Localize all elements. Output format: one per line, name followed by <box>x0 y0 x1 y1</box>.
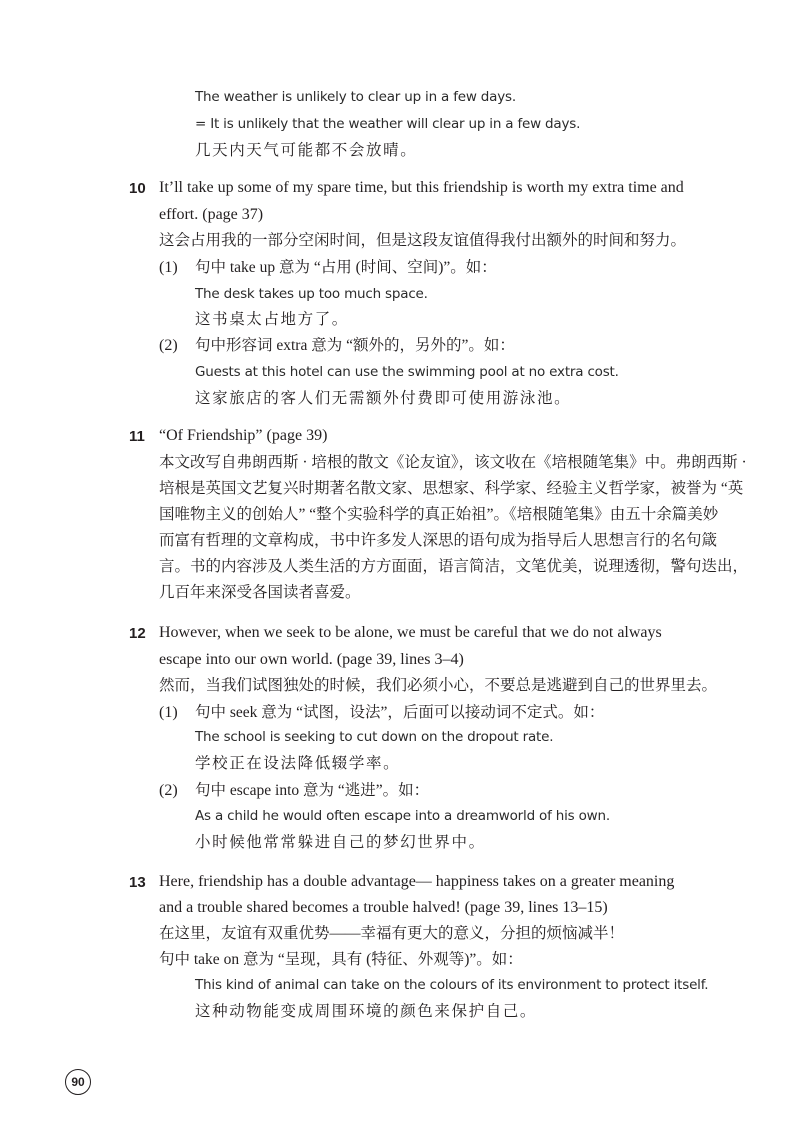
item-translation-zh: 然而，当我们试图独处的时候，我们必须小心，不要总是逃避到自己的世界里去。 <box>159 677 718 694</box>
example-sentence-zh: 小时候他常常躲进自己的梦幻世界中。 <box>195 834 486 851</box>
sub-label: (1) <box>159 704 178 721</box>
item-number: 10 <box>129 180 146 197</box>
sub-note: 句中 escape into 意为 “逃进”。如： <box>195 782 430 799</box>
item-paragraph-line: 本文改写自弗朗西斯 · 培根的散文《论友谊》，该文收在《培根随笔集》中。弗朗西斯 · <box>159 454 747 471</box>
item-paragraph-line: 培根是英国文艺复兴时期著名散文家、思想家、科学家、经验主义哲学家，被誉为 “英 <box>159 480 744 497</box>
example-sentence-zh: 学校正在设法降低辍学率。 <box>195 755 401 772</box>
sub-note: 句中 take up 意为 “占用 (时间、空间)”。如： <box>195 259 497 276</box>
item-translation-zh: 在这里，友谊有双重优势——幸福有更大的意义，分担的烦恼减半！ <box>159 925 625 942</box>
item-sentence-en: effort. (page 37) <box>159 206 264 223</box>
example-sentence-en: = It is unlikely that the weather will clear up in a few days. <box>195 116 581 132</box>
item-title-en: “Of Friendship” (page 39) <box>159 427 328 444</box>
sub-note: 句中 seek 意为 “试图，设法”，后面可以接动词不定式。如： <box>195 704 605 721</box>
item-sentence-en: escape into our own world. (page 39, lines 3–4) <box>159 651 464 668</box>
item-sentence-en: It’ll take up some of my spare time, but this friendship is worth my extra time and <box>159 179 684 196</box>
item-number: 11 <box>129 428 145 445</box>
example-sentence-en: As a child he would often escape into a dreamworld of his own. <box>195 808 610 824</box>
example-sentence-en: The school is seeking to cut down on the dropout rate. <box>195 729 554 745</box>
item-sentence-en: However, when we seek to be alone, we must be careful that we do not always <box>159 624 662 641</box>
example-sentence-en: The weather is unlikely to clear up in a few days. <box>195 89 516 105</box>
example-sentence-zh: 这家旅店的客人们无需额外付费即可使用游泳池。 <box>195 390 572 407</box>
example-sentence-en: Guests at this hotel can use the swimming pool at no extra cost. <box>195 364 619 380</box>
item-paragraph-line: 几百年来深受各国读者喜爱。 <box>159 584 361 601</box>
item-paragraph-line: 而富有哲理的文章构成，书中许多发人深思的语句成为指导后人思想言行的名句箴 <box>159 532 718 549</box>
sub-label: (2) <box>159 782 178 799</box>
item-sentence-en: and a trouble shared becomes a trouble halved! (page 39, lines 13–15) <box>159 899 608 916</box>
item-paragraph-line: 国唯物主义的创始人” “整个实验科学的真正始祖”。《培根随笔集》由五十余篇美妙 <box>159 506 719 523</box>
item-number: 12 <box>129 625 146 642</box>
item-paragraph-line: 言。书的内容涉及人类生活的方方面面，语言简洁，文笔优美，说理透彻，警句迭出， <box>159 558 749 575</box>
item-translation-zh: 这会占用我的一部分空闲时间，但是这段友谊值得我付出额外的时间和努力。 <box>159 232 687 249</box>
sub-label: (2) <box>159 337 178 354</box>
example-sentence-zh: 几天内天气可能都不会放晴。 <box>195 142 418 159</box>
item-sentence-en: Here, friendship has a double advantage— happiness takes on a greater meaning <box>159 873 675 890</box>
item-note: 句中 take on 意为 “呈现，具有 (特征、外观等)”。如： <box>159 951 523 968</box>
example-sentence-zh: 这书桌太占地方了。 <box>195 311 349 328</box>
item-number: 13 <box>129 874 146 891</box>
sub-label: (1) <box>159 259 178 276</box>
sub-note: 句中形容词 extra 意为 “额外的，另外的”。如： <box>195 337 515 354</box>
page-number: 90 <box>65 1069 91 1095</box>
example-sentence-zh: 这种动物能变成周围环境的颜色来保护自己。 <box>195 1003 538 1020</box>
example-sentence-en: This kind of animal can take on the colours of its environment to protect itself. <box>195 977 709 993</box>
example-sentence-en: The desk takes up too much space. <box>195 286 428 302</box>
